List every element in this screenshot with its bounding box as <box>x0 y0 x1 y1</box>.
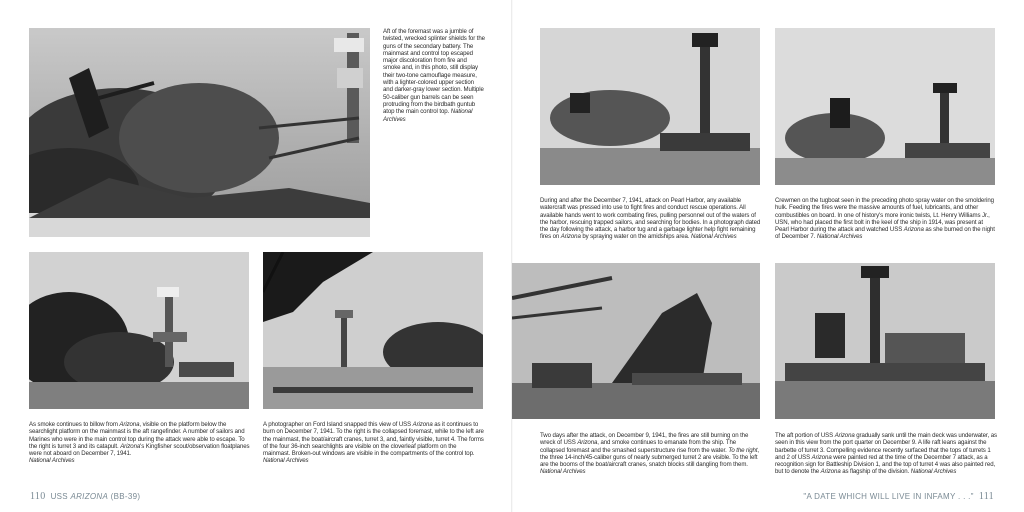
ship-name: Arizona <box>820 468 841 476</box>
photo7-caption <box>775 432 997 476</box>
caption-text: As smoke continues to billow from <box>29 421 120 428</box>
photo-arizona-smoke-mainmast <box>29 252 249 409</box>
caption-text: 's Kingfisher scout/observation floatplanes were not aboard on December 7, 1941. <box>29 442 250 458</box>
photo-credit: National Archives <box>263 457 309 465</box>
right-folio <box>803 491 994 502</box>
caption-text: gradually sank until the main deck was underwater, as seen in this view from the port quarter on December 9. A life raft leans against the barbette of turret 3. Compelling evidence recently surfaced that the tops of turrets 1 and 2 of USS <box>775 432 997 461</box>
photo-credit: National Archives <box>910 468 957 476</box>
photo-tug-fighting-fires <box>540 28 760 185</box>
ship-name: Arizona <box>834 432 855 439</box>
photo-credit: National Archives <box>29 457 75 465</box>
caption-text: by spraying water on the amidships area. <box>580 233 690 241</box>
photo-ford-island-view <box>263 252 483 409</box>
ship-name: Arizona <box>577 439 598 447</box>
ship-name: Arizona <box>412 421 433 428</box>
caption-text: , and smoke continues to emanate from the ship. The collapsed foremast and the smashed superstructure rise from the water. <box>540 439 737 454</box>
ship-name: ARIZONA <box>70 492 109 501</box>
page-gutter <box>511 0 513 512</box>
photo-wreck-dec9 <box>512 263 760 419</box>
caption-text: Aft of the foremast was a jumble of twisted, wrecked splinter shields for the guns of the secondary battery. The mainmast and control top escaped major discoloration from fire and smoke and, in this photo, still display their two-tone camouflage measure, with a lighter-colored upper section and darker-gray lower section. Multiple 50-caliber gun barrels can be seen protruding from the birdbath guntub atop the main control top. <box>383 28 485 116</box>
photo2-caption <box>29 421 251 465</box>
ship-name: Arizona <box>560 233 581 241</box>
ship-name: Arizona <box>119 421 140 428</box>
left-folio <box>30 491 140 502</box>
ship-name: Arizona <box>903 226 924 234</box>
photo-credit: National Archives <box>540 468 586 476</box>
caption-text: , the three 14-inch/45-caliber guns of nearly submerged turret 2 are visible. To the left are the booms of the boat/aircraft cranes, snatch blocks still dangling from them. <box>540 446 760 469</box>
caption-text: as she burned on the night of December 7. <box>775 226 995 241</box>
direction-label: To the right <box>728 446 758 454</box>
photo6-caption <box>540 432 762 476</box>
folio-prefix: USS <box>50 492 71 501</box>
ship-name: Arizona <box>811 453 832 461</box>
page-number: 111 <box>978 491 994 502</box>
photo-aft-portion-sunk <box>775 263 995 419</box>
photo-spraying-hulk <box>775 28 995 185</box>
caption-text: Two days after the attack, on December 9, 1941, the fires are still burning on the wreck of USS <box>540 432 749 447</box>
photo1-caption <box>383 28 485 123</box>
photo3-caption <box>263 421 485 465</box>
page-number: 110 <box>30 491 46 502</box>
caption-text: The aft portion of USS <box>775 432 835 439</box>
caption-text: were painted red at the time of the December 7 attack, as a recognition sign for Battleship Division 1, and the top of turret 4 was also painted red, but to denote the <box>775 453 996 476</box>
photo-credit: National Archives <box>691 233 737 241</box>
caption-text: A photographer on Ford Island snapped this view of USS <box>263 421 413 428</box>
caption-text: , visible on the platform below the searchlight platform on the mainmast is the aft rangefinder. A number of sailors and Marines who were in the main control top during the attack were able to escape. To the right is turret 3 and its catapult. <box>29 421 245 450</box>
running-head: "A DATE WHICH WILL LIVE IN INFAMY . . ." <box>803 492 974 501</box>
caption-text: as flagship of the division. <box>840 468 910 476</box>
folio-suffix: (BB-39) <box>108 492 141 501</box>
photo-arizona-burning-wide <box>29 28 370 237</box>
caption-text: Crewmen on the tugboat seen in the preceding photo spray water on the smoldering hulk. Feeding the fires were the massive amounts of fuel, lubricants, and other combustibles on board. In one of history's more ironic twists, Lt. Henry Williams Jr., USN, who had placed the first bolt in the keel of the ship in 1914, was present at Pearl Harbor during the attack and watched USS <box>775 197 994 234</box>
photo-credit: National Archives <box>383 108 473 123</box>
photo4-caption <box>540 197 762 241</box>
ship-name: Arizona <box>120 442 141 450</box>
caption-text: During and after the December 7, 1941, attack on Pearl Harbor, any available watercraft was pressed into use to fight fires and conduct rescue operations. All available hands went to work combating fires, pulling personnel out of the waters of the harbor, rescuing trapped sailors, and searching for bodies. In a photograph dated the day following the attack, a harbor tug and a garbage lighter help fight remaining fires on <box>540 197 761 241</box>
photo5-caption <box>775 197 997 241</box>
photo-credit: National Archives <box>816 233 863 241</box>
caption-text: as it continues to burn on December 7, 1941. To the right is the collapsed foremast, while to the left are the mainmast, the boat/aircraft cranes, turret 3, and, faintly visible, turret 4. The forms of the four 36-inch searchlights are visible on the cloverleaf platform on the mainmast. Broken-out windows are visible in the compartments of the control top. <box>263 421 484 458</box>
